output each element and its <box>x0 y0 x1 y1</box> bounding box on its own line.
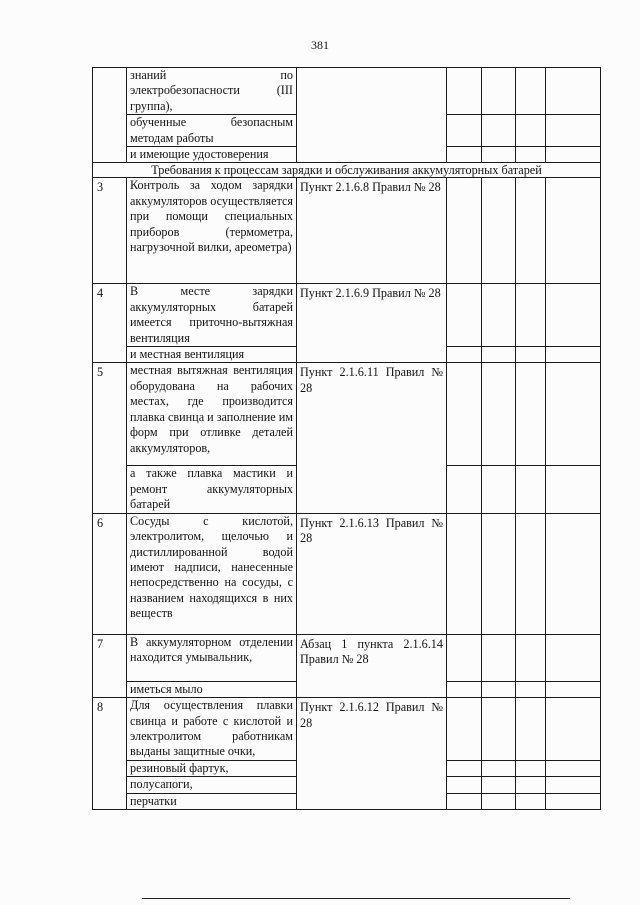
answer-cell <box>546 760 601 776</box>
answer-cell <box>516 634 546 681</box>
answer-cell <box>516 68 546 115</box>
section-row <box>93 163 601 178</box>
answer-cell <box>546 68 601 115</box>
answer-cell <box>447 698 482 761</box>
answer-cell <box>447 147 482 163</box>
answer-cell <box>516 347 546 363</box>
answer-cell <box>546 634 601 681</box>
answer-cell <box>516 760 546 776</box>
answer-cell <box>516 466 546 513</box>
answer-cell <box>482 347 516 363</box>
answer-cell <box>482 760 516 776</box>
answer-cell <box>447 115 482 147</box>
answer-cell <box>482 634 516 681</box>
requirement-text: обученные безопасным методам работы <box>127 115 297 147</box>
answer-cell <box>546 363 601 466</box>
row-number <box>93 68 127 163</box>
answer-cell <box>516 147 546 163</box>
requirement-text: иметься мыло <box>127 681 297 697</box>
reference-text: Абзац 1 пункта 2.1.6.14 Правил № 28 <box>297 634 447 697</box>
answer-cell <box>516 681 546 697</box>
answer-cell <box>516 793 546 809</box>
answer-cell <box>546 115 601 147</box>
requirement-text: знаний по электробезопасности (III группа), <box>127 68 297 115</box>
requirement-text: резиновый фартук, <box>127 760 297 776</box>
requirement-text: а также плавка мастики и ремонт аккумуляторных батарей <box>127 466 297 513</box>
answer-cell <box>482 681 516 697</box>
requirement-text: и местная вентиляция <box>127 347 297 363</box>
requirement-text: перчатки <box>127 793 297 809</box>
table-row <box>93 698 601 761</box>
answer-cell <box>516 115 546 147</box>
checklist-table <box>92 67 601 810</box>
requirement-text: Для осуществления плавки свинца и работе с кислотой и электролитом работникам выданы защитные очки, <box>127 698 297 761</box>
answer-cell <box>447 634 482 681</box>
table-row <box>93 284 601 347</box>
answer-cell <box>447 681 482 697</box>
answer-cell <box>482 363 516 466</box>
answer-cell <box>482 698 516 761</box>
answer-cell <box>546 347 601 363</box>
requirement-text: Сосуды с кислотой, электролитом, щелочью и дистиллированной водой имеют надписи, нанесенные непосредственно на сосуды, с названием находящихся в них веществ <box>127 513 297 634</box>
scan-edge-line <box>142 898 570 899</box>
row-number: 3 <box>93 178 127 284</box>
row-number: 7 <box>93 634 127 697</box>
reference-text: Пункт 2.1.6.9 Правил № 28 <box>297 284 447 363</box>
answer-cell <box>447 760 482 776</box>
answer-cell <box>482 513 516 634</box>
requirement-text: и имеющие удостоверения <box>127 147 297 163</box>
reference-text <box>297 68 447 163</box>
requirement-text: полусапоги, <box>127 777 297 793</box>
reference-text: Пункт 2.1.6.12 Правил № 28 <box>297 698 447 810</box>
row-number: 6 <box>93 513 127 634</box>
answer-cell <box>447 363 482 466</box>
answer-cell <box>546 466 601 513</box>
answer-cell <box>546 284 601 347</box>
answer-cell <box>447 284 482 347</box>
answer-cell <box>546 513 601 634</box>
answer-cell <box>546 147 601 163</box>
answer-cell <box>546 777 601 793</box>
answer-cell <box>482 466 516 513</box>
answer-cell <box>546 793 601 809</box>
answer-cell <box>482 178 516 284</box>
answer-cell <box>516 363 546 466</box>
requirement-text: В месте зарядки аккумуляторных батарей имеется приточно-вытяжная вентиляция <box>127 284 297 347</box>
reference-text: Пункт 2.1.6.8 Правил № 28 <box>297 178 447 284</box>
answer-cell <box>482 68 516 115</box>
answer-cell <box>516 284 546 347</box>
answer-cell <box>447 793 482 809</box>
answer-cell <box>447 777 482 793</box>
answer-cell <box>482 115 516 147</box>
reference-text: Пункт 2.1.6.11 Правил № 28 <box>297 363 447 513</box>
reference-text: Пункт 2.1.6.13 Правил № 28 <box>297 513 447 634</box>
requirement-text: местная вытяжная вентиляция оборудована на рабочих местах, где производится плавка свинца и заполнение им форм при отливке деталей аккумуляторов, <box>127 363 297 466</box>
answer-cell <box>447 178 482 284</box>
answer-cell <box>546 681 601 697</box>
answer-cell <box>447 347 482 363</box>
requirement-text: В аккумуляторном отделении находится умывальник, <box>127 634 297 681</box>
table-row <box>93 513 601 634</box>
answer-cell <box>447 466 482 513</box>
table-row <box>93 363 601 466</box>
answer-cell <box>482 777 516 793</box>
row-number: 5 <box>93 363 127 513</box>
page-number: 381 <box>311 38 329 52</box>
answer-cell <box>447 513 482 634</box>
answer-cell <box>516 513 546 634</box>
row-number: 4 <box>93 284 127 363</box>
answer-cell <box>482 793 516 809</box>
row-number: 8 <box>93 698 127 810</box>
answer-cell <box>546 178 601 284</box>
answer-cell <box>516 178 546 284</box>
answer-cell <box>546 698 601 761</box>
table-row <box>93 634 601 681</box>
answer-cell <box>482 147 516 163</box>
answer-cell <box>482 284 516 347</box>
requirement-text: Контроль за ходом зарядки аккумуляторов осуществляется при помощи специальных приборов (термометра, нагрузочной вилки, ареометра) <box>127 178 297 284</box>
answer-cell <box>516 777 546 793</box>
answer-cell <box>447 68 482 115</box>
table-row <box>93 178 601 284</box>
table-row <box>93 68 601 115</box>
answer-cell <box>516 698 546 761</box>
section-title: Требования к процессам зарядки и обслуживания аккумуляторных батарей <box>93 163 601 178</box>
